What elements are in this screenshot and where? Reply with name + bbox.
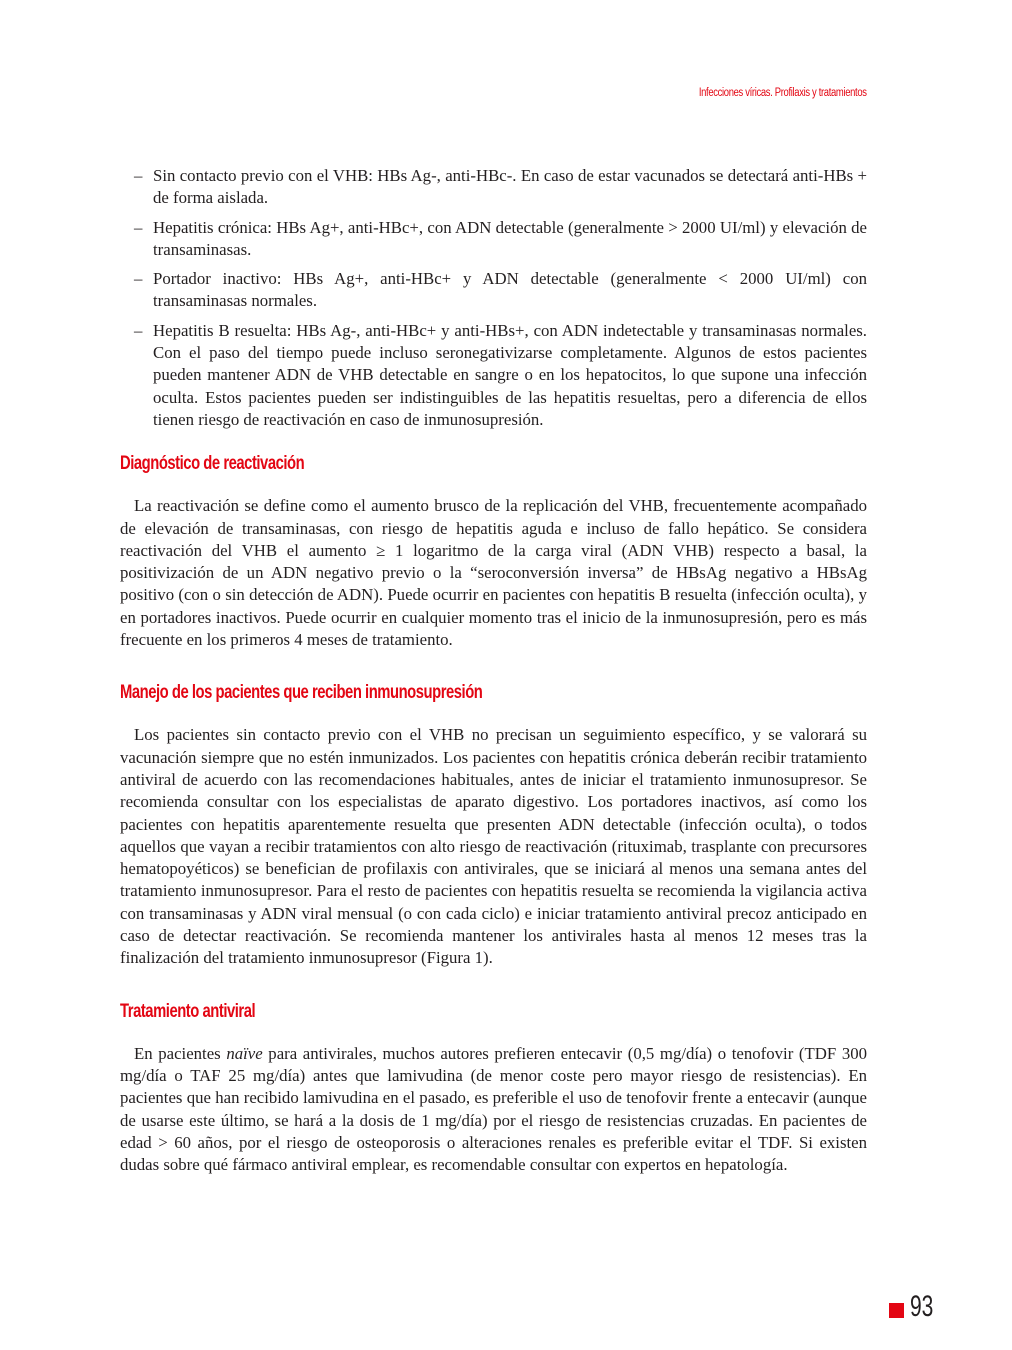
list-item-text: Hepatitis B resuelta: HBs Ag-, anti-HBc+ y anti-HBs+, con ADN indetectable y transaminasas normales. Con el paso del tiempo puede incluso seronegativizarse completamente. Algunos de estos pacientes pueden mantener ADN de VHB detectable en sangre o en los hepatocitos, lo que supone una infección oculta. Estos pacientes pueden ser indistinguibles de las hepatitis resueltas, pero a diferencia de ellos tienen riesgo de reactivación en caso de inmunosupresión.	[153, 320, 867, 429]
paragraph-reactivacion: La reactivación se define como el aumento brusco de la replicación del VHB, frecuentemente acompañado de elevación de transaminasas, con riesgo de hepatitis aguda e incluso de fallo hepático. Se considera reactivación del VHB el aumento ≥ 1 logaritmo de la carga viral (ADN VHB) respecto a basal, la positivización de un ADN negativo previo o la “seroconversión inversa” de HBsAg negativo a HBsAg positivo (con o sin detección de ADN). Puede ocurrir en pacientes con hepatitis B resuelta (infección oculta), y en portadores inactivos. Puede ocurrir en cualquier momento tras el inicio de la inmunosupresión, pero es más frecuente en los primeros 4 meses de tratamiento.	[120, 496, 867, 650]
paragraph-manejo: Los pacientes sin contacto previo con el VHB no precisan un seguimiento específico, y se valorará su vacunación siempre que no estén inmunizados. Los pacientes con hepatitis crónica deberán recibir tratamiento antiviral de acuerdo con las recomendaciones habituales, antes de iniciar el tratamiento inmunosupresor. Se recomienda consultar con los especialistas de aparato digestivo. Los portadores inactivos, así como los pacientes con hepatitis aparentemente resuelta que presenten ADN detectable (infección oculta), o todos aquellos que vayan a recibir tratamientos con alto riesgo de reactivación (rituximab, trasplante con precursores hematopoyéticos) se benefician de profilaxis con antivirales, que se iniciará al menos una semana antes del tratamiento inmunosupresor. Para el resto de pacientes con hepatitis resuelta se recomienda la vigilancia activa con transaminasas y ADN viral mensual (o con cada ciclo) e iniciar tratamiento antiviral precoz anticipado en caso de detectar reactivación. Se recomienda mantener los antivirales hasta al menos 12 meses tras la finalización del tratamiento inmunosupresor (Figura 1).	[120, 725, 867, 968]
page-content	[120, 165, 867, 1176]
bullet-dash: –	[134, 166, 143, 185]
list-item-text: Sin contacto previo con el VHB: HBs Ag-, anti-HBc-. En caso de estar vacunados se detectará anti-HBs + de forma aislada.	[153, 166, 867, 208]
bullet-dash: –	[134, 217, 143, 237]
page-footer	[889, 1290, 934, 1324]
running-header: Infecciones víricas. Profilaxis y tratamientos	[699, 87, 867, 99]
section-heading-reactivacion: Diagnóstico de reactivación	[120, 453, 305, 475]
list-item	[120, 320, 867, 431]
list-item	[120, 165, 867, 210]
page-number: 93	[910, 1290, 934, 1323]
paragraph-text: En pacientes	[134, 1043, 227, 1063]
paragraph-text: para antivirales, muchos autores prefieren entecavir (0,5 mg/día) o tenofovir (TDF 300 mg/día o TAF 25 mg/día) antes que lamivudina (de menor coste pero mayor riesgo de resistencias). En pacientes que han recibido lamivudina en el pasado, es preferible el uso de tenofovir frente a entecavir (aunque de usarse este último, se hará a la dosis de 1 mg/día) por el riesgo de resistencias cruzadas. En pacientes de edad > 60 años, por el riesgo de osteoporosis o alteraciones renales es preferible evitar el TDF. Si existen dudas sobre qué fármaco antiviral emplear, es recomendable consultar con expertos en hepatología.	[120, 1043, 867, 1175]
paragraph-tratamiento	[120, 1043, 867, 1177]
red-square-icon	[889, 1303, 904, 1318]
bullet-dash: –	[134, 320, 143, 340]
bullet-dash: –	[134, 269, 143, 289]
section-heading-manejo: Manejo de los pacientes que reciben inmunosupresión	[120, 682, 483, 704]
list-item	[120, 217, 867, 262]
list-item-text: Portador inactivo: HBs Ag+, anti-HBc+ y ADN detectable (generalmente < 2000 UI/ml) con transaminasas normales.	[153, 269, 867, 311]
list-item	[120, 268, 867, 313]
hbv-status-list	[120, 165, 867, 431]
list-item-text: Hepatitis crónica: HBs Ag+, anti-HBc+, con ADN detectable (generalmente > 2000 UI/ml) y elevación de transaminasas.	[153, 217, 867, 259]
paragraph-italic-term: naïve	[226, 1043, 263, 1063]
section-heading-tratamiento: Tratamiento antiviral	[120, 1000, 256, 1022]
